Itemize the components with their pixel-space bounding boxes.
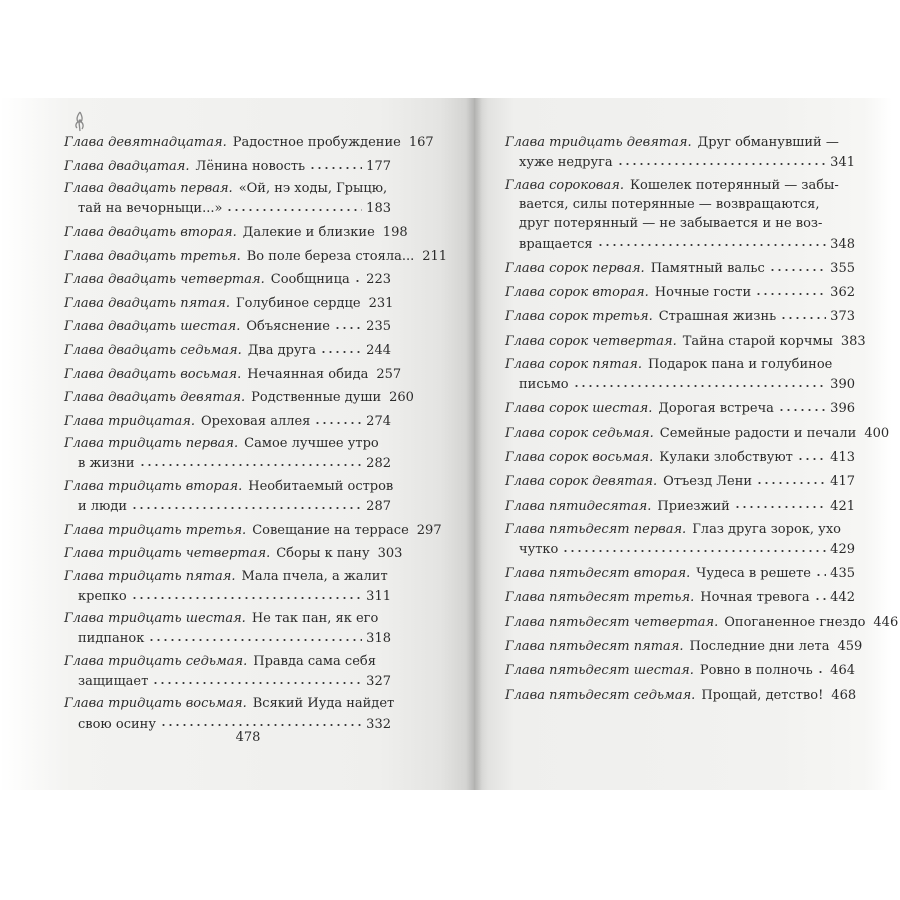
dot-leader: [152, 671, 362, 685]
dot-leader: [334, 316, 362, 330]
chapter-page-number: 400: [864, 425, 890, 441]
chapter-page-number: 341: [830, 155, 855, 171]
chapter-title: Всякий Иуда найдет: [252, 696, 395, 712]
chapter-number: Глава двадцать пятая.: [64, 295, 231, 311]
chapter-title: Сообщница: [270, 272, 350, 288]
chapter-page-number: 183: [366, 201, 391, 217]
toc-entry: [505, 282, 855, 302]
chapter-page-number: 464: [830, 663, 855, 679]
chapter-title: Совещание на террасе: [252, 522, 409, 538]
chapter-number: Глава пятьдесят четвертая.: [505, 614, 719, 630]
chapter-number: Глава сорок вторая.: [505, 285, 649, 301]
toc-entry: [505, 684, 855, 704]
toc-entry: [505, 306, 855, 326]
chapter-page-number: 417: [830, 474, 855, 490]
chapter-title: защищает: [78, 673, 149, 689]
chapter-number: Глава девятнадцатая.: [64, 135, 227, 151]
chapter-title: Семейные радости и печали: [659, 425, 857, 441]
chapter-title: хуже недруга: [519, 155, 613, 171]
dot-leader: [755, 282, 826, 296]
chapter-title: Далекие и близкие: [242, 225, 375, 241]
chapter-page-number: 235: [366, 319, 391, 335]
toc-entry: [505, 636, 863, 656]
chapter-number: Глава пятьдесят третья.: [505, 590, 695, 606]
toc-entry: [64, 222, 408, 242]
chapter-page-number: 223: [366, 272, 391, 288]
chapter-title: Кошелек потерянный — забы-: [630, 178, 839, 194]
chapter-title: вращается: [519, 236, 593, 252]
chapter-page-number: 332: [366, 716, 391, 732]
chapter-page-number: 355: [830, 260, 855, 276]
chapter-title: пидпанок: [78, 631, 145, 647]
chapter-title: Ночные гости: [654, 285, 752, 301]
toc-entry: [64, 363, 402, 383]
toc-entry: [64, 156, 391, 176]
chapter-page-number: 282: [366, 456, 391, 472]
toc-entry: [64, 567, 391, 606]
chapter-page-number: 383: [840, 333, 866, 349]
dot-leader: [320, 340, 362, 354]
chapter-title: Приезжий: [657, 498, 730, 514]
dot-leader: [734, 495, 826, 509]
dot-leader: [617, 152, 827, 166]
page-number: 478: [235, 730, 261, 745]
chapter-number: Глава сорок шестая.: [505, 401, 653, 417]
chapter-page-number: 446: [873, 614, 899, 630]
chapter-page-number: 348: [830, 236, 855, 252]
dot-leader: [597, 233, 827, 247]
chapter-title: Лёнина новость: [195, 158, 306, 174]
toc-entry: [505, 176, 855, 253]
dot-leader: [226, 198, 362, 212]
chapter-number: Глава тридцать первая.: [64, 436, 239, 452]
chapter-page-number: 429: [830, 541, 855, 557]
chapter-page-number: 442: [830, 590, 855, 606]
chapter-title: Самое лучшее утро: [244, 436, 379, 452]
chapter-number: Глава сорок четвертая.: [505, 333, 677, 349]
chapter-title: Ореховая аллея: [200, 413, 311, 429]
chapter-page-number: 244: [366, 343, 391, 359]
chapter-number: Глава двадцать четвертая.: [64, 272, 265, 288]
dot-leader: [778, 398, 826, 412]
chapter-number: Глава сорок седьмая.: [505, 425, 654, 441]
toc-entry: [64, 132, 434, 152]
chapter-page-number: 318: [366, 631, 391, 647]
chapter-number: Глава двадцать седьмая.: [64, 343, 242, 359]
toc-entry: [505, 355, 855, 394]
chapter-page-number: 177: [366, 158, 391, 174]
chapter-page-number: 413: [830, 449, 855, 465]
chapter-page-number: 211: [422, 248, 448, 264]
chapter-number: Глава двадцать шестая.: [64, 319, 241, 335]
toc-entry: [64, 316, 391, 336]
toc-right-column: [505, 133, 899, 709]
toc-entry: [505, 611, 899, 631]
chapter-number: Глава тридцать четвертая.: [64, 546, 271, 562]
toc-entry: [505, 258, 855, 278]
chapter-page-number: 390: [830, 377, 855, 393]
book-gutter: [466, 98, 482, 790]
chapter-title: чутко: [519, 541, 559, 557]
chapter-page-number: 274: [366, 413, 391, 429]
dot-leader: [573, 374, 827, 388]
toc-entry: [505, 422, 890, 442]
chapter-number: Глава двадцать вторая.: [64, 225, 237, 241]
chapter-title: Сборы к пану: [276, 546, 370, 562]
dot-leader: [148, 628, 362, 642]
dot-leader: [814, 587, 827, 601]
dot-leader: [160, 713, 362, 727]
chapter-number: Глава двадцать третья.: [64, 248, 241, 264]
toc-entry: [64, 519, 442, 539]
toc-entry: [64, 179, 391, 218]
chapter-number: Глава тридцать седьмая.: [64, 653, 248, 669]
chapter-title: Кулаки злобствуют: [659, 449, 793, 465]
chapter-number: Глава пятьдесят шестая.: [505, 663, 694, 679]
chapter-number: Глава двадцать восьмая.: [64, 366, 242, 382]
toc-entry: [64, 387, 414, 407]
chapter-number: Глава пятьдесят седьмая.: [505, 687, 696, 703]
dot-leader: [139, 453, 363, 467]
chapter-number: Глава тридцать восьмая.: [64, 696, 247, 712]
chapter-page-number: 373: [830, 309, 855, 325]
chapter-title: крепко: [78, 588, 127, 604]
chapter-title: Опоганенное гнездо: [724, 614, 866, 630]
chapter-number: Глава тридцатая.: [64, 413, 195, 429]
chapter-title: Голубиное сердце: [236, 295, 361, 311]
chapter-title: Чудеса в решете: [696, 566, 811, 582]
chapter-title: Последние дни лета: [689, 639, 830, 655]
chapter-page-number: 231: [368, 295, 394, 311]
chapter-page-number: 327: [366, 673, 391, 689]
chapter-title: Дорогая встреча: [658, 401, 774, 417]
dot-leader: [756, 471, 826, 485]
toc-entry: [64, 609, 391, 648]
chapter-title: Родственные души: [251, 390, 382, 406]
chapter-number: Глава тридцать третья.: [64, 522, 247, 538]
chapter-number: Глава сорок первая.: [505, 260, 645, 276]
dot-leader: [817, 660, 826, 674]
chapter-page-number: 297: [416, 522, 442, 538]
toc-entry: [505, 520, 855, 559]
toc-entry: [505, 133, 855, 172]
chapter-page-number: 468: [831, 687, 857, 703]
chapter-title: Радостное пробуждение: [232, 135, 401, 151]
chapter-page-number: 396: [830, 401, 855, 417]
chapter-number: Глава тридцать шестая.: [64, 611, 246, 627]
chapter-title: Во поле береза стояла...: [246, 248, 415, 264]
chapter-title: Мала пчела, а жалит: [241, 568, 388, 584]
toc-entry: [64, 293, 394, 313]
chapter-page-number: 167: [408, 135, 434, 151]
chapter-number: Глава пятьдесят вторая.: [505, 566, 691, 582]
chapter-title: вается, силы потерянные — возвращаются,: [519, 197, 820, 213]
chapter-title: Тайна старой корчмы: [682, 333, 833, 349]
chapter-number: Глава сорок пятая.: [505, 356, 643, 372]
chapter-title: письмо: [519, 377, 569, 393]
chapter-title: Подарок пана и голубиное: [648, 356, 833, 372]
dot-leader: [562, 539, 826, 553]
toc-entry: [505, 330, 866, 350]
toc-entry: [64, 477, 394, 516]
toc-entry: [505, 398, 855, 418]
chapter-page-number: 303: [377, 546, 403, 562]
chapter-number: Глава сорок восьмая.: [505, 449, 654, 465]
chapter-number: Глава пятидесятая.: [505, 498, 652, 514]
chapter-title: Правда сама себя: [253, 653, 376, 669]
toc-entry: [505, 471, 855, 491]
toc-entry: [505, 495, 855, 515]
dot-leader: [769, 258, 826, 272]
dot-leader: [815, 563, 826, 577]
toc-entry: [64, 269, 391, 289]
chapter-number: Глава сорок девятая.: [505, 474, 658, 490]
chapter-title: Два друга: [247, 343, 317, 359]
dot-leader: [354, 269, 362, 283]
toc-entry: [64, 245, 448, 265]
chapter-number: Глава тридцать пятая.: [64, 568, 236, 584]
chapter-title: в жизни: [78, 456, 135, 472]
chapter-number: Глава пятьдесят пятая.: [505, 639, 684, 655]
chapter-number: Глава двадцать первая.: [64, 181, 233, 197]
dot-leader: [131, 496, 362, 510]
chapter-page-number: 459: [837, 639, 863, 655]
chapter-number: Глава сороковая.: [505, 178, 624, 194]
chapter-title: Глаз друга зорок, ухо: [692, 521, 841, 537]
toc-entry: [505, 563, 855, 583]
dot-leader: [309, 156, 362, 170]
toc-entry: [505, 587, 855, 607]
chapter-number: Глава тридцать девятая.: [505, 135, 692, 150]
toc-entry: [64, 434, 391, 473]
chapter-title: Страшная жизнь: [658, 309, 777, 325]
dot-leader: [780, 306, 826, 320]
toc-left-column: [64, 132, 448, 737]
chapter-page-number: 287: [366, 499, 391, 515]
chapter-title: Друг обманувший —: [697, 135, 839, 150]
chapter-title: Прощай, детство!: [701, 687, 824, 703]
chapter-number: Глава двадцать девятая.: [64, 390, 246, 406]
chapter-title: Ровно в полночь: [699, 663, 813, 679]
dot-leader: [314, 411, 362, 425]
chapter-page-number: 198: [382, 225, 408, 241]
chapter-title: Необитаемый остров: [248, 478, 394, 494]
chapter-title: Нечаянная обида: [247, 366, 369, 382]
floral-ornament-icon: [72, 110, 88, 132]
chapter-page-number: 421: [830, 498, 855, 514]
toc-entry: [505, 447, 855, 467]
toc-entry: [64, 411, 391, 431]
chapter-title: и люди: [78, 499, 128, 515]
chapter-title: друг потерянный — не забывается и не воз-: [519, 216, 823, 232]
dot-leader: [797, 447, 826, 461]
chapter-title: «Ой, нэ ходы, Грыцю,: [238, 181, 388, 197]
toc-entry: [505, 660, 855, 680]
chapter-page-number: 435: [830, 566, 855, 582]
toc-entry: [64, 652, 391, 691]
chapter-title: Не так пан, як его: [251, 611, 379, 627]
chapter-number: Глава тридцать вторая.: [64, 478, 243, 494]
chapter-page-number: 362: [830, 285, 855, 301]
chapter-number: Глава сорок третья.: [505, 309, 653, 325]
chapter-title: Памятный вальс: [650, 260, 765, 276]
chapter-number: Глава двадцатая.: [64, 158, 190, 174]
dot-leader: [131, 586, 362, 600]
chapter-title: свою осину: [78, 716, 156, 732]
chapter-number: Глава пятьдесят первая.: [505, 521, 687, 537]
toc-entry: [64, 543, 403, 563]
chapter-title: Отъезд Лени: [663, 474, 753, 490]
chapter-title: Ночная тревога: [700, 590, 810, 606]
chapter-title: Объяснение: [246, 319, 330, 335]
chapter-page-number: 260: [389, 390, 414, 406]
toc-entry: [64, 694, 395, 733]
chapter-title: тай на вечорныци...»: [78, 201, 223, 217]
toc-entry: [64, 340, 391, 360]
chapter-page-number: 257: [376, 366, 402, 382]
chapter-page-number: 311: [366, 588, 391, 604]
